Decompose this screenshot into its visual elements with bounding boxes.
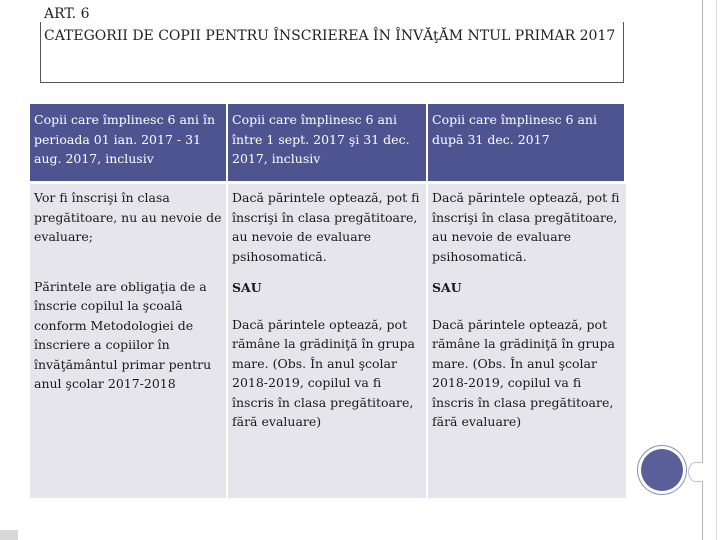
table-cell-col2	[228, 184, 428, 498]
table-header-cell: Copii care împlinesc 6 ani în perioada 01 ian. 2017 - 31 aug. 2017, inclusiv	[30, 104, 228, 184]
decorative-half-circle	[688, 462, 703, 482]
table-cell-col1	[30, 184, 228, 498]
decorative-circle	[641, 449, 683, 491]
cell-or-label: SAU	[432, 280, 462, 295]
table-header-cell: Copii care împlinesc 6 ani după 31 dec. 2017	[428, 104, 626, 184]
table-cell-col3	[428, 184, 626, 498]
table-header-cell: Copii care împlinesc 6 ani între 1 sept. 2017 şi 31 dec. 2017, inclusiv	[228, 104, 428, 184]
enrollment-table	[30, 104, 626, 498]
bottom-left-bar	[0, 530, 18, 540]
right-vertical-rule	[702, 0, 703, 540]
right-vertical-rule-outer	[716, 0, 717, 540]
cell-paragraph: Vor fi înscrişi în clasa pregătitoare, nu au nevoie de evaluare;	[34, 190, 222, 244]
article-label: ART. 6	[44, 6, 90, 22]
cell-paragraph: Părintele are obligaţia de a înscrie copilul la şcoală conform Metodologiei de înscriere a copiilor în învăţământul primar pentru anul şcolar 2017-2018	[34, 278, 212, 391]
cell-paragraph: Dacă părintele optează, pot fi înscrişi în clasa pregătitoare, au nevoie de evaluare psihosomatică.	[432, 190, 620, 264]
cell-paragraph: Dacă părintele optează, pot rămâne la grădiniţă în grupa mare. (Obs. În anul şcolar 2018-2019, copilul va fi înscris în clasa pregătitoare, fără evaluare)	[432, 316, 616, 429]
cell-paragraph: Dacă părintele optează, pot rămâne la grădiniţă în grupa mare. (Obs. În anul şcolar 2018-2019, copilul va fi înscris în clasa pregătitoare, fără evaluare)	[232, 316, 416, 429]
cell-paragraph: Dacă părintele optează, pot fi înscrişi în clasa pregătitoare, au nevoie de evaluare psihosomatică.	[232, 190, 420, 264]
page-title: CATEGORII DE COPII PENTRU ÎNSCRIEREA ÎN ÎNVĂţĂM NTUL PRIMAR 2017	[44, 28, 616, 44]
cell-or-label: SAU	[232, 280, 262, 295]
